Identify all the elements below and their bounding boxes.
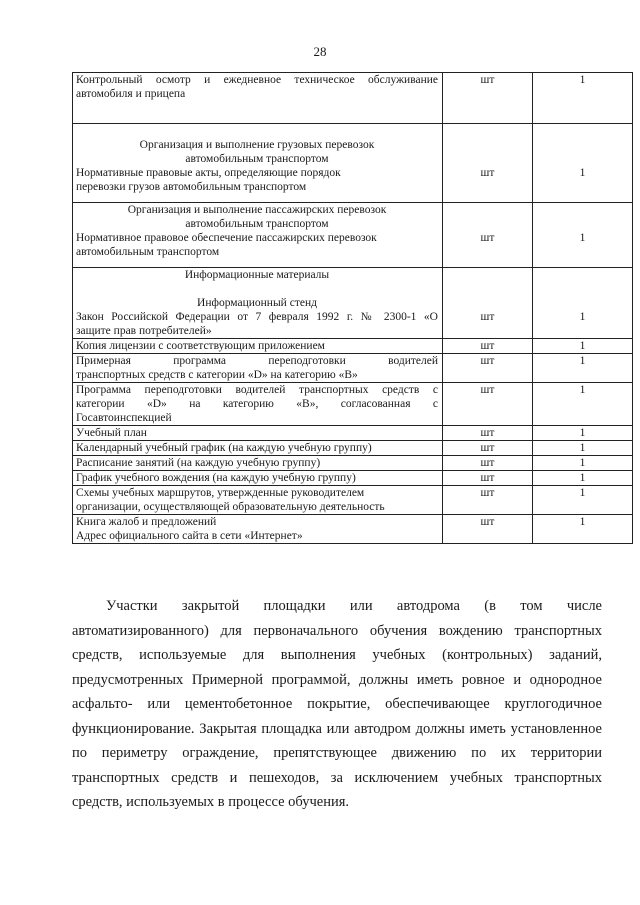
item-line: График учебного вождения (на каждую учебную группу) — [76, 472, 356, 484]
item-name-cell — [73, 268, 443, 339]
table-row — [73, 268, 633, 339]
table-row — [73, 441, 633, 456]
item-line: Госавтоинспекцией — [76, 412, 172, 424]
paragraph-line: функционирование. Закрытая площадка или автодром должны иметь установленное — [72, 720, 602, 737]
unit-value: шт — [480, 167, 495, 179]
item-line: защите прав потребителей» — [76, 325, 212, 337]
item-line: Расписание занятий (на каждую учебную группу) — [76, 457, 321, 469]
qty-cell — [533, 268, 633, 339]
item-line: Нормативные правовые акты, определяющие порядок — [76, 167, 341, 179]
item-name-cell — [73, 471, 443, 486]
qty-cell: 1 — [533, 456, 633, 471]
table-row — [73, 515, 633, 544]
qty-value: 1 — [579, 232, 586, 244]
unit-cell: шт — [443, 471, 533, 486]
group-heading: Организация и выполнение пассажирских перевозок — [127, 204, 387, 216]
table-row — [73, 339, 633, 354]
unit-cell: шт — [443, 441, 533, 456]
item-name-cell — [73, 441, 443, 456]
group-heading: Информационный стенд — [197, 297, 317, 309]
item-line: перевозки грузов автомобильным транспортом — [76, 181, 307, 193]
unit-value: шт — [480, 311, 495, 323]
item-line: Нормативное правовое обеспечение пассажирских перевозок — [76, 232, 377, 244]
group-heading: автомобильным транспортом — [185, 153, 329, 165]
equipment-table — [72, 72, 633, 544]
unit-cell — [443, 203, 533, 268]
unit-cell — [443, 268, 533, 339]
table-row — [73, 383, 633, 426]
unit-cell: шт — [443, 354, 533, 383]
table-row — [73, 456, 633, 471]
qty-cell — [533, 124, 633, 203]
item-line: Книга жалоб и предложений — [76, 516, 217, 528]
item-name-cell — [73, 456, 443, 471]
paragraph-line: по периметру ограждение, препятствующее движению по их территории — [72, 745, 602, 761]
qty-cell: 1 — [533, 73, 633, 124]
table-row — [73, 471, 633, 486]
table-row — [73, 426, 633, 441]
item-line: Копия лицензии с соответствующим приложением — [76, 340, 325, 352]
unit-cell — [443, 124, 533, 203]
paragraph-line: транспортных средств и пешеходов, за исключением учебных транспортных — [72, 769, 602, 786]
unit-cell: шт — [443, 73, 533, 124]
item-line: Схемы учебных маршрутов, утвержденные руководителем — [76, 487, 365, 499]
qty-value: 1 — [579, 167, 586, 179]
item-line: организации, осуществляющей образовательную деятельность — [76, 501, 385, 513]
qty-cell: 1 — [533, 354, 633, 383]
qty-cell: 1 — [533, 426, 633, 441]
unit-cell: шт — [443, 456, 533, 471]
item-name-cell — [73, 339, 443, 354]
group-heading: автомобильным транспортом — [185, 218, 329, 230]
item-name-cell — [73, 426, 443, 441]
item-line: Календарный учебный график (на каждую учебную группу) — [76, 442, 372, 454]
table-row — [73, 124, 633, 203]
qty-cell: 1 — [533, 441, 633, 456]
item-name-cell — [73, 383, 443, 426]
unit-cell: шт — [443, 426, 533, 441]
page-number: 28 — [313, 44, 327, 59]
item-line: транспортных средств с категории «D» на категорию «В» — [76, 369, 358, 381]
qty-cell: 1 — [533, 486, 633, 515]
table-row — [73, 203, 633, 268]
body-paragraph — [72, 594, 602, 815]
item-name-cell — [73, 203, 443, 268]
table-row — [73, 354, 633, 383]
item-name-cell — [73, 354, 443, 383]
qty-cell — [533, 203, 633, 268]
paragraph-line: автоматизированного) для первоначального обучения вождению транспортных — [72, 622, 602, 639]
qty-value: 1 — [579, 311, 586, 323]
paragraph-line: предусмотренных Примерной программой, должны иметь ровное и однородное — [72, 671, 602, 688]
paragraph-line: средств, используемых в процессе обучения. — [72, 794, 350, 810]
table-row — [73, 486, 633, 515]
item-name-cell — [73, 515, 443, 544]
item-name-cell — [73, 486, 443, 515]
qty-cell: 1 — [533, 471, 633, 486]
item-line: Учебный план — [76, 427, 147, 439]
section-heading: Информационные материалы — [184, 269, 330, 281]
item-line: Контрольный осмотр и ежедневное техническое обслуживание — [76, 74, 438, 86]
item-line: Программа переподготовки водителей транспортных средств с — [76, 384, 438, 396]
item-line: категории «D» на категорию «В», согласованная с — [76, 398, 438, 410]
item-name-cell — [73, 124, 443, 203]
table-row — [73, 73, 633, 124]
paragraph-line: Участки закрытой площадки или автодрома (в том числе — [106, 598, 602, 614]
item-line: Закон Российской Федерации от 7 февраля 1992 г. № 2300-1 «О — [76, 311, 438, 323]
paragraph-line: асфальто- или цементобетонное покрытие, обеспечивающее круглогодичное — [72, 696, 602, 712]
item-line: автомобильным транспортом — [76, 246, 220, 258]
item-name-cell — [73, 73, 443, 124]
item-line: Адрес официального сайта в сети «Интернет» — [76, 530, 303, 542]
qty-cell: 1 — [533, 383, 633, 426]
unit-cell: шт — [443, 383, 533, 426]
unit-value: шт — [480, 232, 495, 244]
paragraph-line: средств, используемые для выполнения учебных (контрольных) заданий, — [72, 647, 602, 663]
unit-cell: шт — [443, 486, 533, 515]
unit-cell: шт — [443, 515, 533, 544]
qty-cell: 1 — [533, 339, 633, 354]
group-heading: Организация и выполнение грузовых перевозок — [139, 139, 375, 151]
qty-cell: 1 — [533, 515, 633, 544]
item-line: Примерная программа переподготовки водителей — [76, 355, 438, 367]
item-line: автомобиля и прицепа — [76, 88, 186, 100]
unit-cell: шт — [443, 339, 533, 354]
